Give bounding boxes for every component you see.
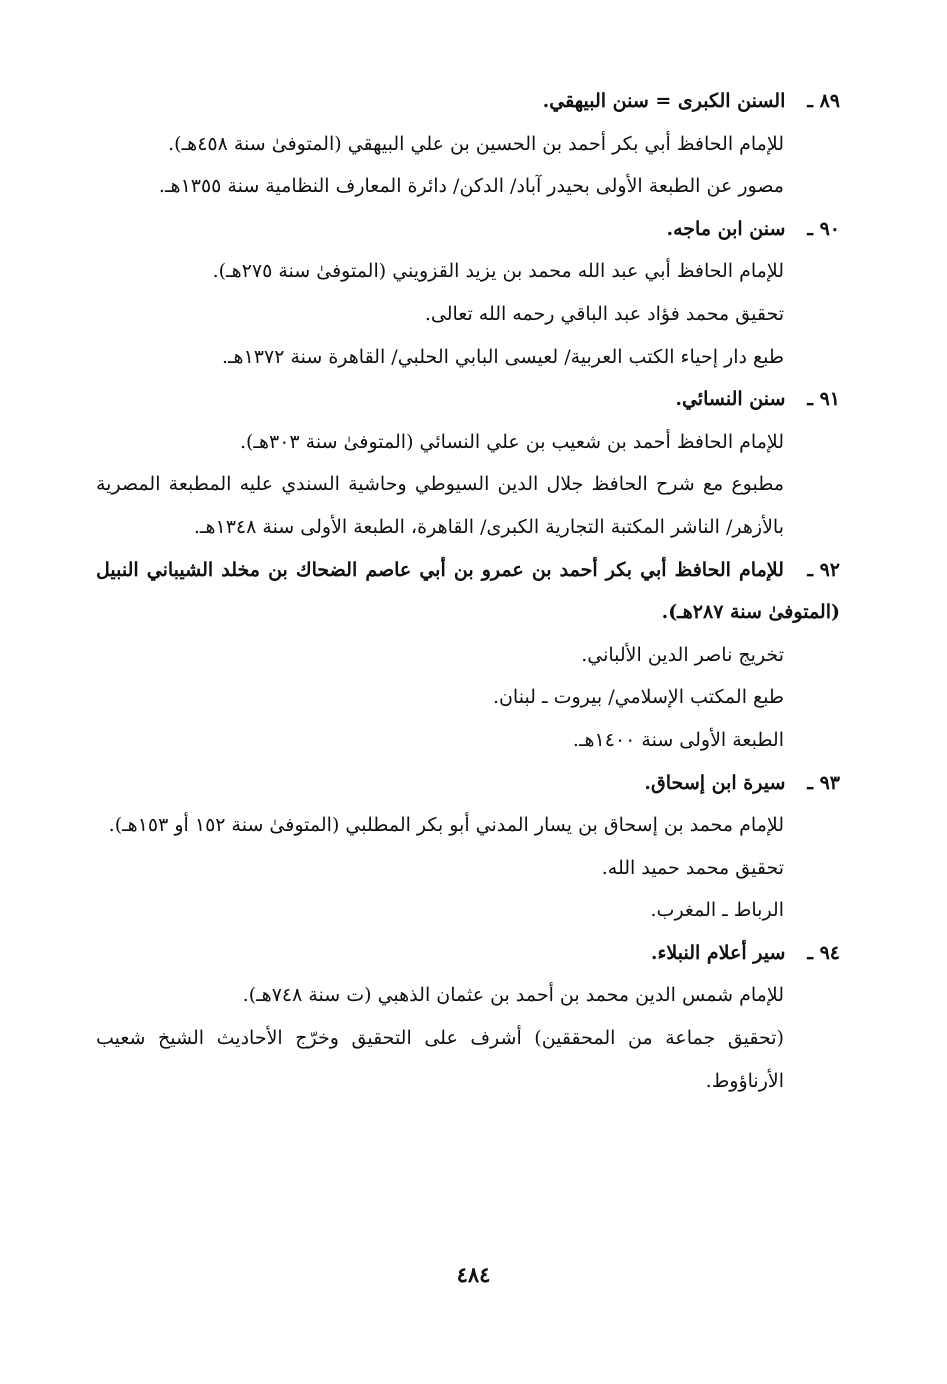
entry-title: سنن ابن ماجه. <box>666 217 786 240</box>
entry-line: تحقيق محمد فؤاد عبد الباقي رحمه الله تعالى. <box>424 302 784 325</box>
entry-number: ٩٤ ـ <box>807 941 840 964</box>
entry-line: طبع المكتب الإسلامي/ بيروت ـ لبنان. <box>492 686 784 709</box>
entry-number: ٩٠ ـ <box>807 217 840 240</box>
entry-line: (تحقيق جماعة من المحققين) أشرف على التحقيق وخرّج الأحاديث الشيخ شعيب الأرناؤوط. <box>96 1027 784 1092</box>
entry-line: تحقيق محمد حميد الله. <box>601 856 784 879</box>
entry-line: للإمام محمد بن إسحاق بن يسار المدني أبو بكر المطلبي (المتوفىٰ سنة ١٥٢ أو ١٥٣هـ). <box>108 814 784 837</box>
entry-line: طبع دار إحياء الكتب العربية/ لعيسى البابي الحلبي/ القاهرة سنة ١٣٧٢هـ. <box>221 345 784 368</box>
entry-title: سيرة ابن إسحاق. <box>644 771 786 794</box>
bibliography-list <box>96 80 840 1102</box>
entry-number: ٩١ ـ <box>807 388 840 411</box>
bibliography-entry <box>96 932 840 1102</box>
bibliography-entry <box>96 549 840 762</box>
entry-number: ٨٩ ـ <box>807 90 840 112</box>
entry-heading <box>96 762 840 805</box>
entry-line: للإمام الحافظ أبي بكر أحمد بن الحسين بن علي البيهقي (المتوفىٰ سنة ٤٥٨هـ). <box>168 132 784 155</box>
entry-line: الرباط ـ المغرب. <box>650 899 784 922</box>
entry-line: مطبوع مع شرح الحافظ جلال الدين السيوطي وحاشية السندي عليه المطبعة المصرية بالأزهر/ الناشر المكتبة التجارية الكبرى/ القاهرة، الطبعة الأولى سنة ١٣٤٨هـ. <box>96 473 784 538</box>
entry-heading <box>96 549 840 634</box>
entry-line: للإمام شمس الدين محمد بن أحمد بن عثمان الذهبي (ت سنة ٧٤٨هـ). <box>242 984 784 1007</box>
entry-number: ٩٢ ـ <box>807 558 840 581</box>
entry-line: مصور عن الطبعة الأولى بحيدر آباد/ الدكن/ دائرة المعارف النظامية سنة ١٣٥٥هـ. <box>158 175 784 198</box>
entry-title: سنن النسائي. <box>675 388 786 411</box>
entry-title: للإمام الحافظ أبي بكر أحمد بن عمرو بن أبي عاصم الضحاك بن مخلد الشيباني النبيل (المتوفىٰ سنة ٢٨٧هـ). <box>96 558 840 624</box>
entry-line: للإمام الحافظ أبي عبد الله محمد بن يزيد القزويني (المتوفىٰ سنة ٢٧٥هـ). <box>212 260 784 283</box>
entry-heading <box>96 208 840 251</box>
entry-heading <box>96 80 840 123</box>
bibliography-entry <box>96 762 840 932</box>
entry-title: السنن الكبرى = سنن البيهقي. <box>542 90 786 112</box>
bibliography-entry <box>96 80 840 208</box>
bibliography-entry <box>96 378 840 548</box>
bibliography-entry <box>96 208 840 378</box>
entry-number: ٩٣ ـ <box>807 771 840 794</box>
entry-heading <box>96 932 840 975</box>
entry-heading <box>96 378 840 421</box>
entry-line: للإمام الحافظ أحمد بن شعيب بن علي النسائي (المتوفىٰ سنة ٣٠٣هـ). <box>239 430 784 453</box>
entry-line: تخريج ناصر الدين الألباني. <box>581 643 784 666</box>
entry-line: الطبعة الأولى سنة ١٤٠٠هـ. <box>572 728 784 751</box>
page-number: ٤٨٤ <box>456 1262 491 1287</box>
entry-title: سير أعلام النبلاء. <box>650 941 786 964</box>
